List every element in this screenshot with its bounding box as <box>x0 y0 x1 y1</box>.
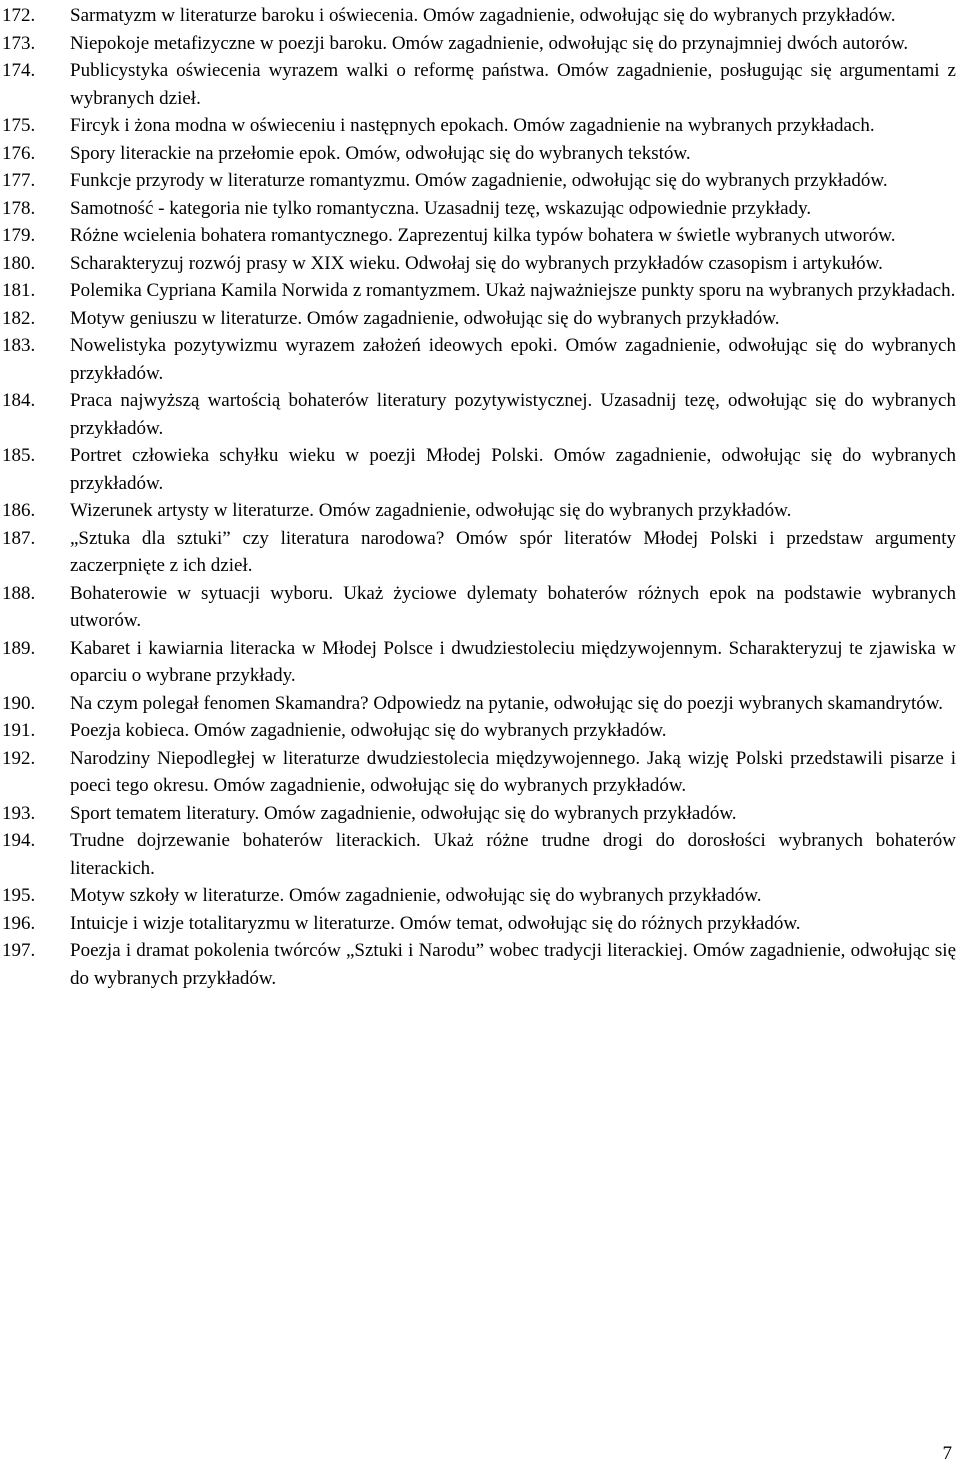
topic-number: 189. <box>2 637 36 659</box>
page-number: 7 <box>942 1443 952 1464</box>
topic-text: Portret człowieka schyłku wieku w poezji Młodej Polski. Omów zagadnienie, odwołując się do wybranych przykładów. <box>70 445 956 494</box>
topic-number: 174. <box>2 60 36 81</box>
topic-number: 178. <box>2 197 36 219</box>
topic-number: 173. <box>2 32 36 54</box>
topic-number: 196. <box>2 912 36 934</box>
topic-item <box>2 937 958 992</box>
topic-item <box>2 745 958 800</box>
topic-text: Spory literackie na przełomie epok. Omów, odwołując się do wybranych tekstów. <box>70 142 691 164</box>
topic-item <box>2 277 958 305</box>
topic-item <box>2 112 958 140</box>
topic-item <box>2 882 958 910</box>
topic-number: 194. <box>2 830 36 851</box>
topic-number: 193. <box>2 802 36 824</box>
topic-item <box>2 332 958 387</box>
topic-item <box>2 800 958 828</box>
topic-text: Trudne dojrzewanie bohaterów literackich. Ukaż różne trudne drogi do dorosłości wybranych bohaterów literackich. <box>70 830 956 879</box>
topic-text: Nowelistyka pozytywizmu wyrazem założeń ideowych epoki. Omów zagadnienie, odwołując się do wybranych przykładów. <box>70 335 956 384</box>
topic-number: 197. <box>2 940 36 961</box>
topic-text: Motyw geniuszu w literaturze. Omów zagadnienie, odwołując się do wybranych przykładów. <box>70 307 780 329</box>
topic-text: Kabaret i kawiarnia literacka w Młodej Polsce i dwudziestoleciu międzywojennym. Scharakteryzuj te zjawiska w oparciu o wybrane przykłady. <box>70 637 956 686</box>
topic-item <box>2 580 958 635</box>
topic-item <box>2 525 958 580</box>
topic-item <box>2 140 958 168</box>
topic-number: 186. <box>2 500 36 521</box>
topic-number: 195. <box>2 885 36 906</box>
topic-item <box>2 910 958 938</box>
topic-item <box>2 305 958 333</box>
topic-number: 188. <box>2 582 36 604</box>
topic-text: Samotność - kategoria nie tylko romantyczna. Uzasadnij tezę, wskazując odpowiednie przykłady. <box>70 197 812 219</box>
topic-text: Bohaterowie w sytuacji wyboru. Ukaż życiowe dylematy bohaterów różnych epok na podstawie wybranych utworów. <box>70 582 956 631</box>
topic-text: Na czym polegał fenomen Skamandra? Odpowiedz na pytanie, odwołując się do poezji wybranych skamandrytów. <box>70 692 944 714</box>
topic-number: 177. <box>2 170 36 191</box>
topic-text: Poezja kobieca. Omów zagadnienie, odwołując się do wybranych przykładów. <box>70 720 667 741</box>
topic-item <box>2 57 958 112</box>
topic-item <box>2 222 958 250</box>
topic-number: 184. <box>2 390 36 411</box>
topic-text: Scharakteryzuj rozwój prasy w XIX wieku. Odwołaj się do wybranych przykładów czasopism i artykułów. <box>70 252 883 274</box>
topic-number: 181. <box>2 280 36 301</box>
topic-text: Fircyk i żona modna w oświeceniu i następnych epokach. Omów zagadnienie na wybranych przykładach. <box>70 115 875 136</box>
topic-item <box>2 387 958 442</box>
topic-text: Funkcje przyrody w literaturze romantyzmu. Omów zagadnienie, odwołując się do wybranych przykładów. <box>70 170 888 191</box>
topic-item <box>2 2 958 30</box>
topic-item <box>2 250 958 278</box>
topic-number: 191. <box>2 720 36 741</box>
topic-item <box>2 717 958 745</box>
topic-text: Różne wcielenia bohatera romantycznego. Zaprezentuj kilka typów bohatera w świetle wybranych utworów. <box>70 225 896 246</box>
topic-text: Wizerunek artysty w literaturze. Omów zagadnienie, odwołując się do wybranych przykładów. <box>70 500 792 521</box>
topic-item <box>2 635 958 690</box>
topic-number: 192. <box>2 747 36 769</box>
topic-item <box>2 497 958 525</box>
topic-text: Niepokoje metafizyczne w poezji baroku. Omów zagadnienie, odwołując się do przynajmniej dwóch autorów. <box>70 32 909 54</box>
topic-text: Narodziny Niepodległej w literaturze dwudziestolecia międzywojennego. Jaką wizję Polski przedstawili pisarze i poeci tego okresu. Omów zagadnienie, odwołując się do wybranych przykładów. <box>70 747 956 796</box>
topic-item <box>2 195 958 223</box>
topic-text: „Sztuka dla sztuki” czy literatura narodowa? Omów spór literatów Młodej Polski i przedstaw argumenty zaczerpnięte z ich dzieł. <box>70 527 956 576</box>
topic-number: 176. <box>2 142 36 164</box>
topic-text: Praca najwyższą wartością bohaterów literatury pozytywistycznej. Uzasadnij tezę, odwołując się do wybranych przykładów. <box>70 390 956 439</box>
topic-number: 190. <box>2 692 36 714</box>
topic-text: Motyw szkoły w literaturze. Omów zagadnienie, odwołując się do wybranych przykładów. <box>70 885 762 906</box>
topic-text: Intuicje i wizje totalitaryzmu w literaturze. Omów temat, odwołując się do różnych przykładów. <box>70 912 801 934</box>
topic-item <box>2 30 958 58</box>
topic-number: 185. <box>2 445 36 466</box>
topic-text: Publicystyka oświecenia wyrazem walki o reformę państwa. Omów zagadnienie, posługując się argumentami z wybranych dzieł. <box>70 60 956 109</box>
topic-item <box>2 167 958 195</box>
topic-text: Sport tematem literatury. Omów zagadnienie, odwołując się do wybranych przykładów. <box>70 802 737 824</box>
topic-number: 179. <box>2 225 36 246</box>
topic-number: 183. <box>2 335 36 356</box>
topic-list <box>2 2 958 992</box>
topic-text: Sarmatyzm w literaturze baroku i oświecenia. Omów zagadnienie, odwołując się do wybranych przykładów. <box>70 5 896 26</box>
topic-text: Poezja i dramat pokolenia twórców „Sztuki i Narodu” wobec tradycji literackiej. Omów zagadnienie, odwołując się do wybranych przykładów. <box>70 940 956 989</box>
topic-item <box>2 442 958 497</box>
topic-text: Polemika Cypriana Kamila Norwida z romantyzmem. Ukaż najważniejsze punkty sporu na wybranych przykładach. <box>70 280 956 301</box>
topic-item <box>2 827 958 882</box>
topic-item <box>2 690 958 718</box>
topic-number: 182. <box>2 307 36 329</box>
topic-number: 175. <box>2 115 36 136</box>
topic-number: 180. <box>2 252 36 274</box>
topic-number: 172. <box>2 5 36 26</box>
topic-number: 187. <box>2 527 36 549</box>
